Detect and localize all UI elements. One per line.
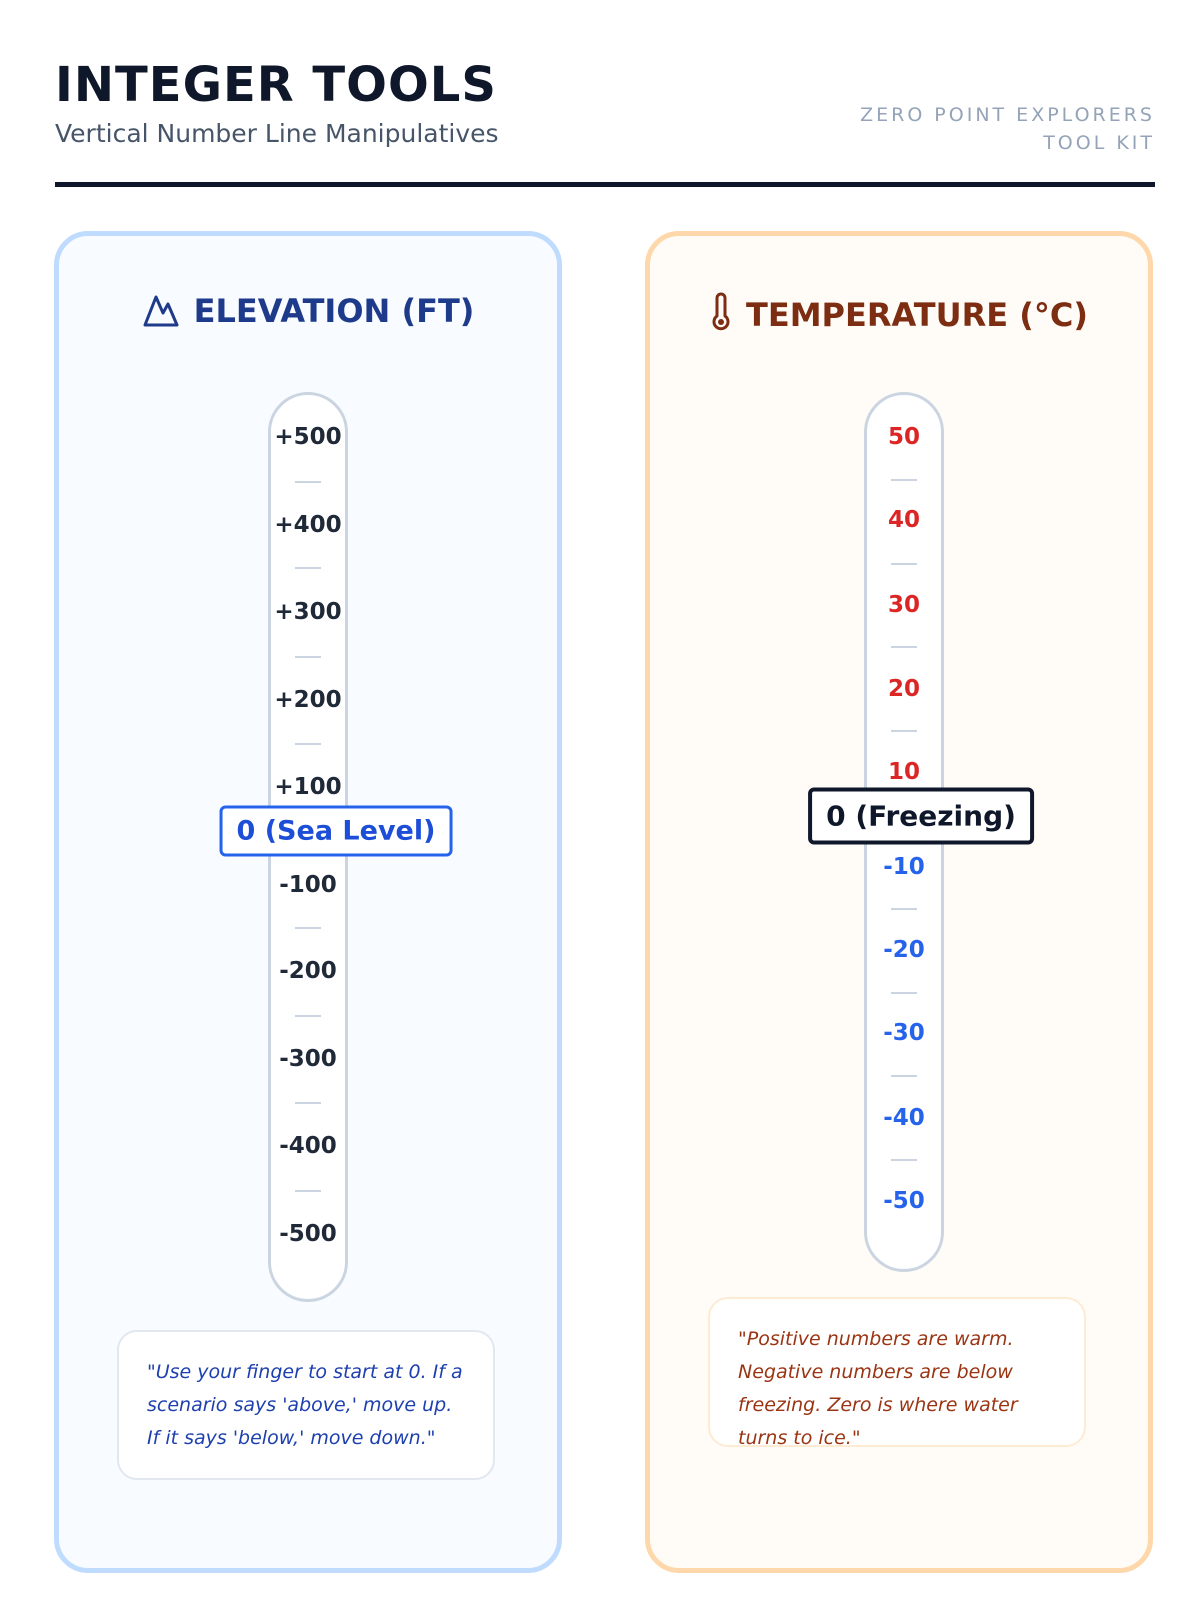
tick-label: -40: [883, 1105, 925, 1131]
tick-label: -50: [883, 1188, 925, 1214]
tick-mark: [891, 479, 917, 481]
page-subtitle: Vertical Number Line Manipulatives: [55, 119, 499, 148]
tick-label: 40: [887, 507, 921, 533]
tick-label: 20: [887, 676, 921, 702]
tick-label: +400: [274, 512, 342, 538]
tick-label: +500: [274, 424, 342, 450]
kit-label-line2: TOOL KIT: [1043, 132, 1155, 154]
tick-label: -300: [279, 1046, 337, 1072]
temperature-title-text: TEMPERATURE (°C): [746, 296, 1088, 334]
page-header: [55, 55, 1155, 185]
tick-mark: [295, 481, 321, 483]
tick-label: -30: [883, 1020, 925, 1046]
tick-mark: [891, 1159, 917, 1161]
tick-label: -10: [883, 854, 925, 880]
tick-label: 50: [887, 424, 921, 450]
elevation-title: [59, 292, 557, 336]
thermometer-icon: [710, 292, 732, 340]
tick-label: -500: [279, 1221, 337, 1247]
tick-mark: [891, 908, 917, 910]
tick-label: -100: [279, 872, 337, 898]
tick-mark: [891, 646, 917, 648]
temperature-instruction-note: "Positive numbers are warm. Negative numbers are below freezing. Zero is where water turns to ice.": [708, 1297, 1086, 1447]
tick-label: -20: [883, 937, 925, 963]
tick-label: +300: [274, 599, 342, 625]
tick-mark: [891, 563, 917, 565]
tick-mark: [295, 567, 321, 569]
elevation-instruction-note: "Use your finger to start at 0. If a scenario says 'above,' move up. If it says 'below,' move down.": [117, 1330, 495, 1480]
tick-label: +200: [274, 687, 342, 713]
tick-mark: [295, 1102, 321, 1104]
page-title: INTEGER TOOLS: [55, 57, 497, 113]
tick-label: +100: [274, 774, 342, 800]
temperature-title: [650, 292, 1148, 340]
elevation-panel: [54, 231, 562, 1573]
temperature-panel: [645, 231, 1153, 1573]
tick-label: -200: [279, 958, 337, 984]
tick-label: -400: [279, 1133, 337, 1159]
tick-label: 10: [887, 759, 921, 785]
mountain-icon: [142, 292, 180, 336]
tick-mark: [891, 1075, 917, 1077]
kit-label: [860, 101, 1155, 157]
tick-mark: [295, 927, 321, 929]
tick-mark: [295, 1190, 321, 1192]
tick-mark: [295, 1015, 321, 1017]
zero-sea-level-marker[interactable]: 0 (Sea Level): [220, 806, 453, 857]
tick-mark: [295, 743, 321, 745]
tick-label: 30: [887, 592, 921, 618]
tick-mark: [295, 656, 321, 658]
kit-label-line1: ZERO POINT EXPLORERS: [860, 104, 1155, 126]
tick-mark: [891, 992, 917, 994]
zero-freezing-marker[interactable]: 0 (Freezing): [808, 788, 1034, 845]
tick-mark: [891, 730, 917, 732]
elevation-title-text: ELEVATION (FT): [193, 292, 475, 330]
header-divider: [55, 182, 1155, 187]
